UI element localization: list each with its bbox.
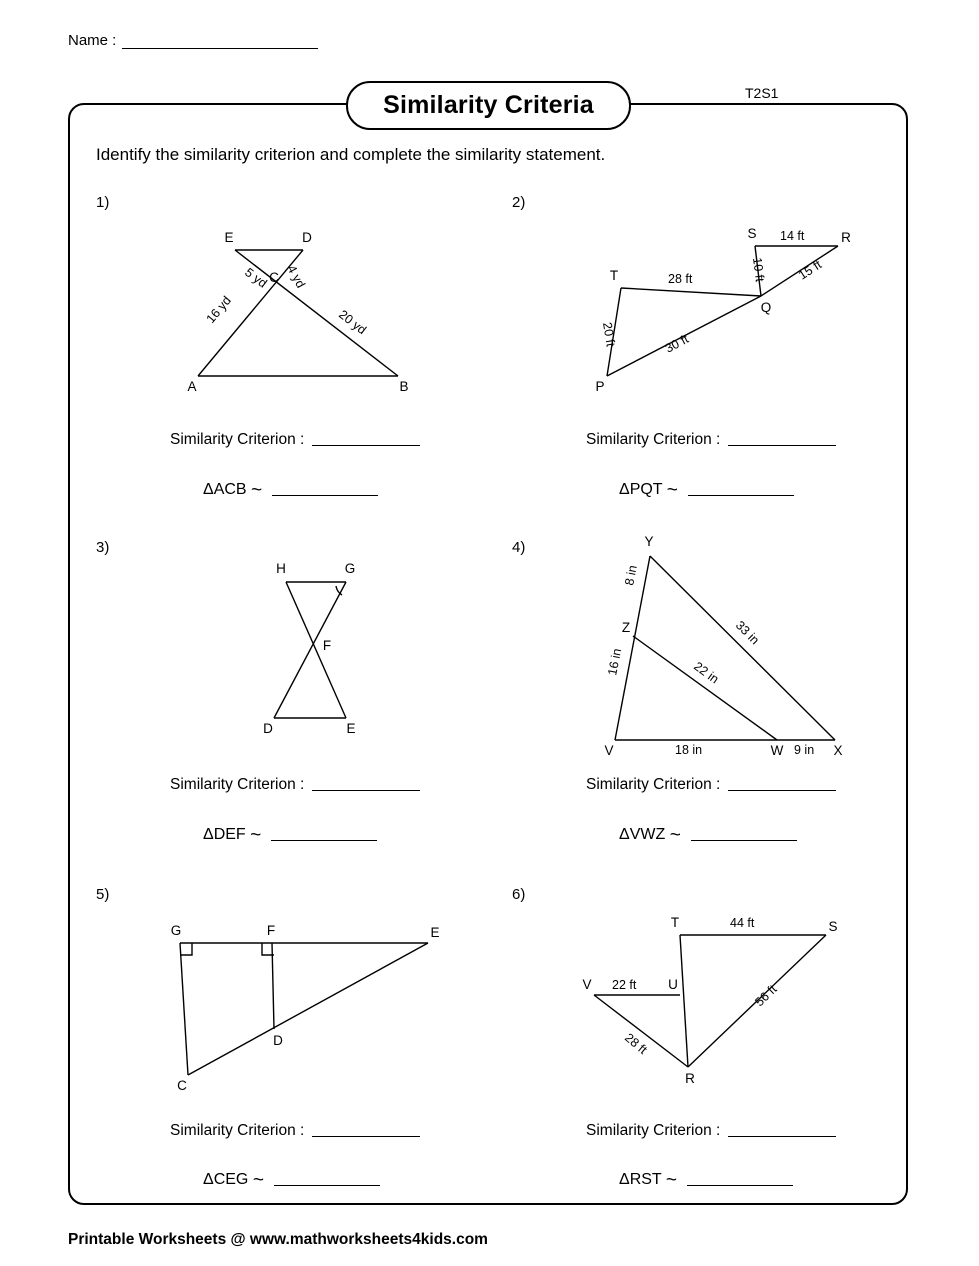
figure-3-svg [250,560,410,740]
figure-6 [580,915,860,1095]
statement-triangle: ΔACB [203,481,247,498]
criterion-blank[interactable] [728,775,836,791]
criterion-line-5 [170,1121,420,1140]
instruction-text: Identify the similarity criterion and complete the similarity statement. [96,145,606,164]
vertex-label: D [302,230,312,245]
criterion-label: Similarity Criterion : [170,1122,305,1139]
vertex-label: P [595,379,605,394]
name-input-line[interactable] [122,34,318,49]
statement-triangle: ΔPQT [619,481,663,498]
name-field-row [68,32,318,49]
criterion-label: Similarity Criterion : [170,776,305,793]
worksheet-code: T2S1 [745,85,779,101]
measure-label: 22 in [691,659,722,687]
vertex-label: T [609,268,619,283]
measure-label: 28 ft [668,272,693,286]
vertex-label: G [170,923,182,938]
vertex-label: V [582,977,592,992]
criterion-line-2 [586,430,836,449]
statement-blank[interactable] [271,825,377,841]
footer-text: Printable Worksheets @ www.mathworksheets4kids.com [68,1231,488,1248]
statement-blank[interactable] [688,480,794,496]
problem-number-1: 1) [96,194,110,211]
vertex-label: H [276,561,286,576]
vertex-label: C [269,270,279,285]
statement-triangle: ΔDEF [203,826,246,843]
figure-5-svg [170,925,450,1100]
measure-label: 5 yd [242,265,270,291]
measure-label: 16 yd [203,293,234,326]
figure-2-svg [575,228,875,403]
statement-blank[interactable] [691,825,797,841]
criterion-line-6 [586,1121,836,1140]
statement-triangle: ΔCEG [203,1171,249,1188]
vertex-label: S [747,226,757,241]
problem-number-4: 4) [512,539,526,556]
vertex-label: D [273,1033,283,1048]
measure-label: 10 ft [750,256,767,283]
statement-blank[interactable] [274,1170,380,1186]
vertex-label: F [322,638,332,653]
problem-number-2: 2) [512,194,526,211]
vertex-label: R [841,230,851,245]
measure-label: 20 ft [600,321,618,348]
statement-line-5 [203,1168,380,1190]
similar-symbol: ~ [250,825,262,846]
figure-6-svg [580,915,860,1095]
vertex-label: W [770,743,784,758]
vertex-label: E [346,721,356,736]
vertex-label: Y [644,534,654,549]
measure-label: 44 ft [730,916,755,930]
measure-label: 56 ft [752,982,780,1010]
similar-symbol: ~ [252,1170,264,1191]
statement-line-3 [203,823,377,845]
figure-3 [250,560,410,740]
vertex-label: R [685,1071,695,1086]
problem-number-3: 3) [96,539,110,556]
figure-2 [575,228,875,403]
criterion-line-4 [586,775,836,794]
vertex-label: Z [621,620,631,635]
vertex-label: F [266,923,276,938]
statement-triangle: ΔRST [619,1171,662,1188]
statement-triangle: ΔVWZ [619,826,666,843]
statement-line-4 [619,823,797,845]
measure-label: 9 in [794,743,815,757]
problem-number-5: 5) [96,886,110,903]
statement-line-1 [203,478,378,500]
figure-1 [170,228,460,398]
figure-4-svg [595,534,865,758]
vertex-label: E [224,230,234,245]
measure-label: 33 in [732,618,762,648]
figure-4 [595,534,865,758]
vertex-label: V [604,743,614,758]
similar-symbol: ~ [251,480,263,501]
vertex-label: D [263,721,273,736]
measure-label: 15 ft [796,257,825,283]
measure-label: 8 in [622,564,640,587]
similar-symbol: ~ [665,1170,677,1191]
similar-symbol: ~ [666,480,678,501]
vertex-label: G [344,561,356,576]
vertex-label: A [187,379,197,394]
measure-label: 20 yd [336,307,369,338]
vertex-label: S [828,919,838,934]
vertex-label: Q [760,300,772,315]
vertex-label: U [668,977,678,992]
criterion-blank[interactable] [312,775,420,791]
problem-number-6: 6) [512,886,526,903]
criterion-blank[interactable] [728,1121,836,1137]
vertex-label: E [430,925,440,940]
similar-symbol: ~ [669,825,681,846]
criterion-label: Similarity Criterion : [586,776,721,793]
vertex-label: X [833,743,843,758]
statement-line-6 [619,1168,793,1190]
measure-label: 14 ft [780,229,805,243]
vertex-label: C [177,1078,187,1093]
statement-line-2 [619,478,794,500]
criterion-label: Similarity Criterion : [586,431,721,448]
measure-label: 16 in [605,647,625,677]
figure-5 [170,925,450,1100]
measure-label: 18 in [675,743,703,757]
criterion-blank[interactable] [312,430,420,446]
criterion-line-1 [170,430,420,449]
figure-1-svg [170,228,460,398]
statement-blank[interactable] [687,1170,793,1186]
criterion-blank[interactable] [728,430,836,446]
measure-label: 22 ft [612,978,637,992]
name-label: Name : [68,32,117,49]
criterion-blank[interactable] [312,1121,420,1137]
measure-label: 30 ft [662,331,691,356]
criterion-label: Similarity Criterion : [586,1122,721,1139]
criterion-label: Similarity Criterion : [170,431,305,448]
vertex-label: B [399,379,409,394]
criterion-line-3 [170,775,420,794]
measure-label: 4 yd [284,262,308,291]
page-title: Similarity Criteria [346,81,631,130]
statement-blank[interactable] [272,480,378,496]
vertex-label: T [670,915,680,930]
measure-label: 28 ft [622,1030,650,1057]
